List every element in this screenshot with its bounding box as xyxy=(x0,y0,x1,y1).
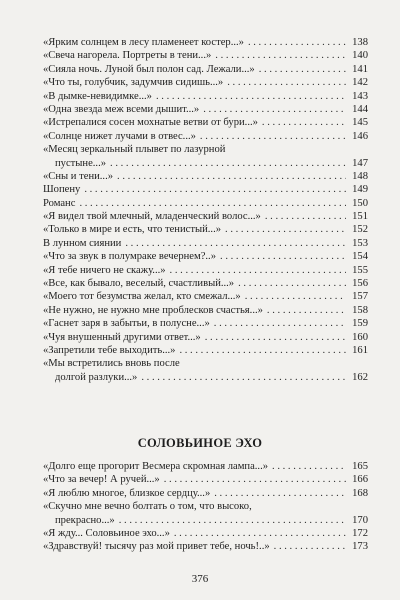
toc-entry-title: «Что за звук в полумраке вечернем?..» xyxy=(43,251,217,263)
toc-entry xyxy=(43,143,368,170)
toc-entry-page: 172 xyxy=(352,527,368,539)
toc-entry-title: «Гаснет заря в забытьи, в полусне...» xyxy=(43,318,210,330)
toc-entry-page: 155 xyxy=(352,264,368,276)
toc-entry-title: «Что за вечер! А ручей...» xyxy=(43,474,160,486)
toc-entry xyxy=(43,344,368,357)
toc-entry-page: 157 xyxy=(352,291,368,303)
toc-entry-page: 158 xyxy=(352,304,368,316)
toc-entry-title: пустыне...» xyxy=(55,157,107,169)
section-title: СОЛОВЬИНОЕ ЭХО xyxy=(137,436,263,450)
toc-entry-title: «Не нужно, не нужно мне проблесков счастья...» xyxy=(43,304,263,316)
toc-entry xyxy=(43,277,368,290)
dot-leader xyxy=(238,277,346,290)
dot-leader xyxy=(274,540,346,553)
dot-leader xyxy=(248,36,346,49)
toc-entry-page: 152 xyxy=(352,224,368,236)
toc-entry xyxy=(43,130,368,143)
toc-entry-title: «Скучно мне вечно болтать о том, что высоко, xyxy=(43,501,252,513)
dot-leader xyxy=(164,473,346,486)
toc-entry-title: «Только в мире и есть, что тенистый...» xyxy=(43,224,222,236)
dot-leader xyxy=(110,157,346,170)
toc-entry xyxy=(43,116,368,129)
toc-entry xyxy=(43,183,368,196)
toc-entry-title: долгой разлуки...» xyxy=(55,371,138,383)
toc-entry-title: «Ярким солнцем в лесу пламенеет костер...» xyxy=(43,37,244,48)
dot-leader xyxy=(267,304,346,317)
toc-entry-page: 149 xyxy=(352,184,368,196)
toc-entry-title: «Долго еще прогорит Весмера скромная лампа...» xyxy=(43,461,269,472)
toc-entry-title: «Все, как бывало, веселый, счастливый...» xyxy=(43,278,235,290)
toc-entry xyxy=(43,357,368,384)
toc-entry-page: 156 xyxy=(352,278,368,290)
toc-entry xyxy=(43,90,368,103)
toc-entry xyxy=(43,527,368,540)
toc-entry-title: В лунном сиянии xyxy=(43,237,122,249)
toc-entry-title: «Чуя внушенный другими ответ...» xyxy=(43,331,201,343)
toc-entry xyxy=(43,473,368,486)
toc-entry-page: 147 xyxy=(352,157,368,169)
table-of-contents-part2 xyxy=(43,460,368,554)
dot-leader xyxy=(220,250,346,263)
dot-leader xyxy=(259,63,346,76)
toc-entry xyxy=(43,76,368,89)
dot-leader xyxy=(245,290,346,303)
toc-entry-page: 153 xyxy=(352,237,368,249)
dot-leader xyxy=(203,103,346,116)
toc-entry xyxy=(43,500,368,527)
toc-entry-page: 173 xyxy=(352,541,368,553)
toc-entry-title: «Я жду... Соловьиное эхо...» xyxy=(43,527,170,539)
dot-leader xyxy=(265,210,346,223)
dot-leader xyxy=(84,183,346,196)
dot-leader xyxy=(205,331,346,344)
toc-entry-title: «Моего тот безумства желал, кто смежал...» xyxy=(43,291,241,303)
dot-leader xyxy=(214,487,346,500)
toc-entry-title: Шопену xyxy=(43,184,81,196)
toc-entry-page: 166 xyxy=(352,474,368,486)
toc-entry-title: «Я люблю многое, близкое сердцу...» xyxy=(43,487,211,499)
toc-entry-title: «Я тебе ничего не скажу...» xyxy=(43,264,166,276)
dot-leader xyxy=(141,371,346,384)
toc-entry-title: «Одна звезда меж всеми дышит...» xyxy=(43,103,200,115)
toc-entry-page: 165 xyxy=(352,461,368,472)
table-of-contents-part1 xyxy=(43,36,368,384)
toc-entry xyxy=(43,460,368,473)
toc-entry-page: 143 xyxy=(352,90,368,102)
toc-entry-page: 161 xyxy=(352,345,368,356)
toc-entry-title: «Мы встретились вновь после xyxy=(43,358,180,370)
toc-entry xyxy=(43,487,368,500)
toc-entry xyxy=(43,197,368,210)
toc-entry-title: «Здравствуй! тысячу раз мой привет тебе, ночь!..» xyxy=(43,541,270,553)
toc-entry xyxy=(43,63,368,76)
toc-entry-page: 160 xyxy=(352,331,368,343)
dot-leader xyxy=(174,527,346,540)
toc-entry xyxy=(43,49,368,62)
dot-leader xyxy=(214,317,346,330)
toc-entry xyxy=(43,317,368,330)
toc-entry-page: 154 xyxy=(352,251,368,263)
toc-entry-title: «Солнце нижет лучами в отвес...» xyxy=(43,130,196,142)
dot-leader xyxy=(156,90,346,103)
toc-entry-page: 145 xyxy=(352,117,368,129)
toc-entry-page: 140 xyxy=(352,50,368,62)
toc-entry-page: 144 xyxy=(352,103,368,115)
toc-entry xyxy=(43,170,368,183)
toc-entry-page: 159 xyxy=(352,318,368,330)
toc-entry xyxy=(43,331,368,344)
dot-leader xyxy=(117,170,346,183)
toc-entry-page: 142 xyxy=(352,77,368,89)
dot-leader xyxy=(79,197,346,210)
toc-entry-page: 141 xyxy=(352,63,368,75)
dot-leader xyxy=(200,130,346,143)
toc-entry xyxy=(43,36,368,49)
page-number: 376 xyxy=(191,573,209,585)
toc-entry-title: «Свеча нагорела. Портреты в тени...» xyxy=(43,50,212,62)
dot-leader xyxy=(170,264,346,277)
toc-entry-page: 150 xyxy=(352,197,368,209)
toc-entry xyxy=(43,540,368,553)
toc-entry xyxy=(43,237,368,250)
toc-entry-page: 151 xyxy=(352,211,368,223)
toc-entry xyxy=(43,304,368,317)
toc-entry-page: 148 xyxy=(352,170,368,182)
toc-entry-page: 146 xyxy=(352,130,368,142)
toc-entry-title: «Запретили тебе выходить...» xyxy=(43,345,176,356)
toc-entry-page: 168 xyxy=(352,487,368,499)
toc-entry-title: «Что ты, голубчик, задумчив сидишь...» xyxy=(43,77,224,89)
dot-leader xyxy=(125,237,346,250)
dot-leader xyxy=(215,49,346,62)
dot-leader xyxy=(225,223,346,236)
toc-entry-page: 170 xyxy=(352,514,368,526)
toc-entry xyxy=(43,290,368,303)
toc-entry-title: «Сны и тени...» xyxy=(43,170,114,182)
toc-entry-title: «В дымке-невидимке...» xyxy=(43,90,152,102)
dot-leader xyxy=(272,460,346,473)
dot-leader xyxy=(262,116,346,129)
toc-entry xyxy=(43,103,368,116)
dot-leader xyxy=(227,76,346,89)
toc-entry xyxy=(43,264,368,277)
dot-leader xyxy=(119,514,346,527)
toc-entry xyxy=(43,250,368,263)
dot-leader xyxy=(179,344,346,357)
toc-entry-title: «Месяц зеркальный плывет по лазурной xyxy=(43,144,226,156)
toc-entry-page: 138 xyxy=(352,37,368,48)
toc-entry-title: «Сияла ночь. Луной был полон сад. Лежали...» xyxy=(43,63,255,75)
toc-entry xyxy=(43,210,368,223)
toc-entry-title: «Я видел твой млечный, младенческий волос...» xyxy=(43,211,261,223)
toc-entry-title: Романс xyxy=(43,197,76,209)
toc-entry xyxy=(43,223,368,236)
toc-entry-title: прекрасно...» xyxy=(55,514,115,526)
toc-entry-title: «Истрепалися сосен мохнатые ветви от бури...» xyxy=(43,117,258,129)
toc-entry-page: 162 xyxy=(352,371,368,383)
